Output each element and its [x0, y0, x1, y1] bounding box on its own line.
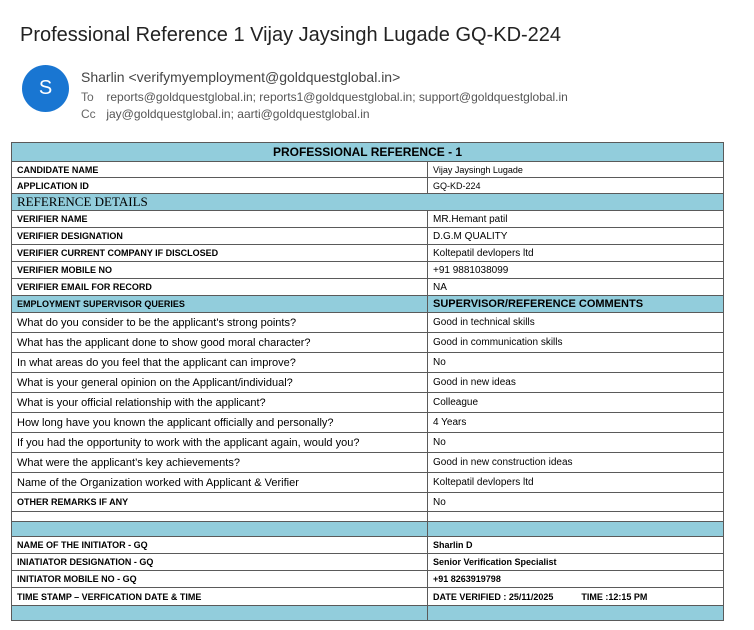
query-answer: 4 Years [428, 413, 724, 433]
query-question: What has the applicant done to show good moral character? [12, 333, 428, 353]
verifier-label: VERIFIER CURRENT COMPANY IF DISCLOSED [12, 245, 428, 262]
query-answer: Koltepatil devlopers ltd [428, 473, 724, 493]
cc-line [81, 107, 370, 121]
initiator-value: +91 8263919798 [428, 571, 724, 588]
query-question: In what areas do you feel that the applicant can improve? [12, 353, 428, 373]
empty-cell [12, 522, 428, 537]
verifier-value: D.G.M QUALITY [428, 228, 724, 245]
verifier-label: VERIFIER EMAIL FOR RECORD [12, 279, 428, 296]
queries-heading: EMPLOYMENT SUPERVISOR QUERIES [12, 296, 428, 313]
initiator-label: NAME OF THE INITIATOR - GQ [12, 537, 428, 554]
verifier-value: MR.Hemant patil [428, 211, 724, 228]
verifier-value: Koltepatil devlopers ltd [428, 245, 724, 262]
query-answer: No [428, 433, 724, 453]
time-verified: TIME :12:15 PM [581, 591, 648, 602]
ref-details-heading: REFERENCE DETAILS [12, 194, 724, 211]
query-question: What is your official relationship with the applicant? [12, 393, 428, 413]
app-id-label: APPLICATION ID [12, 178, 428, 194]
sender-avatar[interactable]: S [22, 65, 69, 112]
empty-cell [428, 522, 724, 537]
empty-cell [12, 512, 428, 522]
query-question: How long have you known the applicant officially and personally? [12, 413, 428, 433]
sender-from[interactable]: Sharlin <verifymyemployment@goldquestglobal.in> [81, 69, 401, 85]
other-remarks-value: No [428, 493, 724, 512]
query-answer: Good in new construction ideas [428, 453, 724, 473]
verifier-label: VERIFIER NAME [12, 211, 428, 228]
timestamp-label: TIME STAMP – VERFICATION DATE & TIME [12, 588, 428, 606]
query-question: Name of the Organization worked with Applicant & Verifier [12, 473, 428, 493]
initiator-label: INIATIATOR DESIGNATION - GQ [12, 554, 428, 571]
other-remarks-label: OTHER REMARKS IF ANY [12, 493, 428, 512]
verifier-label: VERIFIER MOBILE NO [12, 262, 428, 279]
query-question: What is your general opinion on the Applicant/individual? [12, 373, 428, 393]
comments-heading: SUPERVISOR/REFERENCE COMMENTS [428, 296, 724, 313]
to-line [81, 90, 568, 104]
initiator-value: Senior Verification Specialist [428, 554, 724, 571]
empty-cell [428, 512, 724, 522]
candidate-value: Vijay Jaysingh Lugade [428, 162, 724, 178]
verifier-value: NA [428, 279, 724, 296]
query-question: What do you consider to be the applicant's strong points? [12, 313, 428, 333]
query-answer: Good in technical skills [428, 313, 724, 333]
query-question: What were the applicant’s key achievements? [12, 453, 428, 473]
date-verified: DATE VERIFIED : 25/11/2025 [433, 591, 554, 602]
to-recipients[interactable]: reports@goldquestglobal.in; reports1@goldquestglobal.in; support@goldquestglobal.in [106, 90, 568, 104]
initiator-value: Sharlin D [428, 537, 724, 554]
to-label: To [81, 90, 94, 104]
cc-recipients[interactable]: jay@goldquestglobal.in; aarti@goldquestglobal.in [106, 107, 370, 121]
verifier-label: VERIFIER DESIGNATION [12, 228, 428, 245]
reference-table [11, 142, 724, 621]
email-subject: Professional Reference 1 Vijay Jaysingh Lugade GQ-KD-224 [20, 24, 562, 46]
report-title: PROFESSIONAL REFERENCE - 1 [12, 143, 724, 162]
query-answer: Good in new ideas [428, 373, 724, 393]
app-id-value: GQ-KD-224 [428, 178, 724, 194]
candidate-label: CANDIDATE NAME [12, 162, 428, 178]
verifier-value: +91 9881038099 [428, 262, 724, 279]
query-answer: Good in communication skills [428, 333, 724, 353]
cc-label: Cc [81, 107, 96, 121]
initiator-label: INITIATOR MOBILE NO - GQ [12, 571, 428, 588]
timestamp-value [428, 588, 724, 606]
empty-cell [428, 606, 724, 621]
query-answer: No [428, 353, 724, 373]
empty-cell [12, 606, 428, 621]
query-answer: Colleague [428, 393, 724, 413]
query-question: If you had the opportunity to work with the applicant again, would you? [12, 433, 428, 453]
